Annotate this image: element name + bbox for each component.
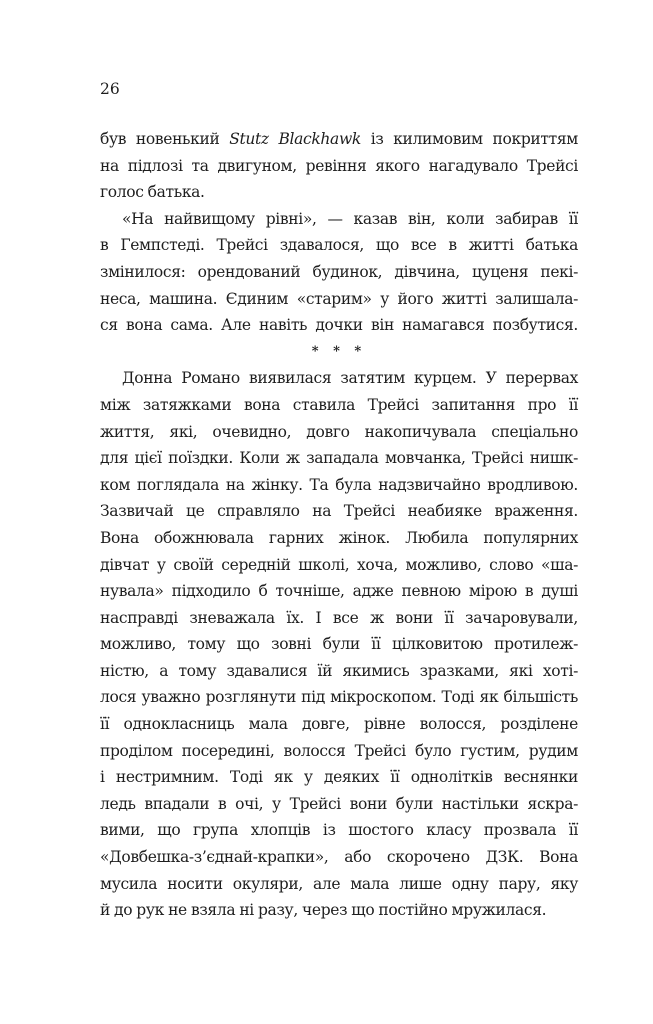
section-separator: * * * <box>311 343 367 359</box>
text-line: життя, які, очевидно, довго накопичувала спеціально <box>100 422 578 441</box>
text-line: лося уважно розглянути під мікроскопом. Тоді як більшість <box>100 688 578 707</box>
car-model-name: Stutz Blackhawk <box>229 130 361 148</box>
text-line: проділом посередині, волосся Трейсі було густим, рудим <box>100 741 578 760</box>
text-line: ністю, а тому здавалися їй якимись зразками, які хоті- <box>100 661 578 680</box>
text-line: голос батька. <box>100 183 205 202</box>
text-line: неса, машина. Єдиним «старим» у його житті залишала- <box>100 289 578 308</box>
text-line: «Довбешка-з’єднай-крапки», або скорочено ДЗК. Вона <box>100 848 578 867</box>
text-line-segment: із килимовим покриттям <box>360 130 578 148</box>
text-line: вими, що група хлопців із шостого класу прозвала її <box>100 821 578 840</box>
text-line: можливо, тому що зовні були її цілковитою протилеж- <box>100 635 578 654</box>
text-line: мусила носити окуляри, але мала лише одну пару, яку <box>100 874 578 893</box>
text-line: Донна Романо виявилася затятим курцем. У перервах <box>122 369 578 388</box>
text-line: для цієї поїздки. Коли ж западала мовчанка, Трейсі нишк- <box>100 449 578 468</box>
body-text <box>100 126 578 924</box>
text-line: її однокласниць мала довге, рівне волосся, розділене <box>100 715 578 734</box>
text-line: Вона обожнювала гарних жінок. Любила популярних <box>100 528 578 547</box>
text-line: змінилося: орендований будинок, дівчина, цуценя пекі- <box>100 262 578 281</box>
text-line: й до рук не взяла ні разу, через що постійно мружилася. <box>100 901 547 920</box>
text-line: «На найвищому рівні», — казав він, коли забирав її <box>122 209 578 228</box>
text-line: і нестримним. Тоді як у деяких її однолітків веснянки <box>100 768 578 787</box>
text-line: нувала» підходило б точніше, адже певною мірою в душі <box>100 582 578 601</box>
text-line: Зазвичай це справляло на Трейсі неабияке враження. <box>100 502 578 521</box>
text-line: в Гемпстеді. Трейсі здавалося, що все в житті батька <box>100 236 578 255</box>
text-line: між затяжками вона ставила Трейсі запитання про її <box>100 395 578 414</box>
text-line <box>100 126 578 153</box>
text-line: ся вона сама. Але навіть дочки він намагався позбутися. <box>100 316 578 335</box>
text-line: ком поглядала на жінку. Та була надзвичайно вродливою. <box>100 475 578 494</box>
text-line: дівчат у своїй середній школі, хоча, можливо, слово «ша- <box>100 555 578 574</box>
text-line: на підлозі та двигуном, ревіння якого нагадувало Трейсі <box>100 156 578 175</box>
text-line: насправді зневажала їх. І все ж вони її зачаровували, <box>100 608 578 627</box>
page-number: 26 <box>100 80 120 98</box>
text-line: ледь впадали в очі, у Трейсі вони були настільки яскра- <box>100 794 578 813</box>
text-line-segment: був новенький <box>100 130 230 148</box>
